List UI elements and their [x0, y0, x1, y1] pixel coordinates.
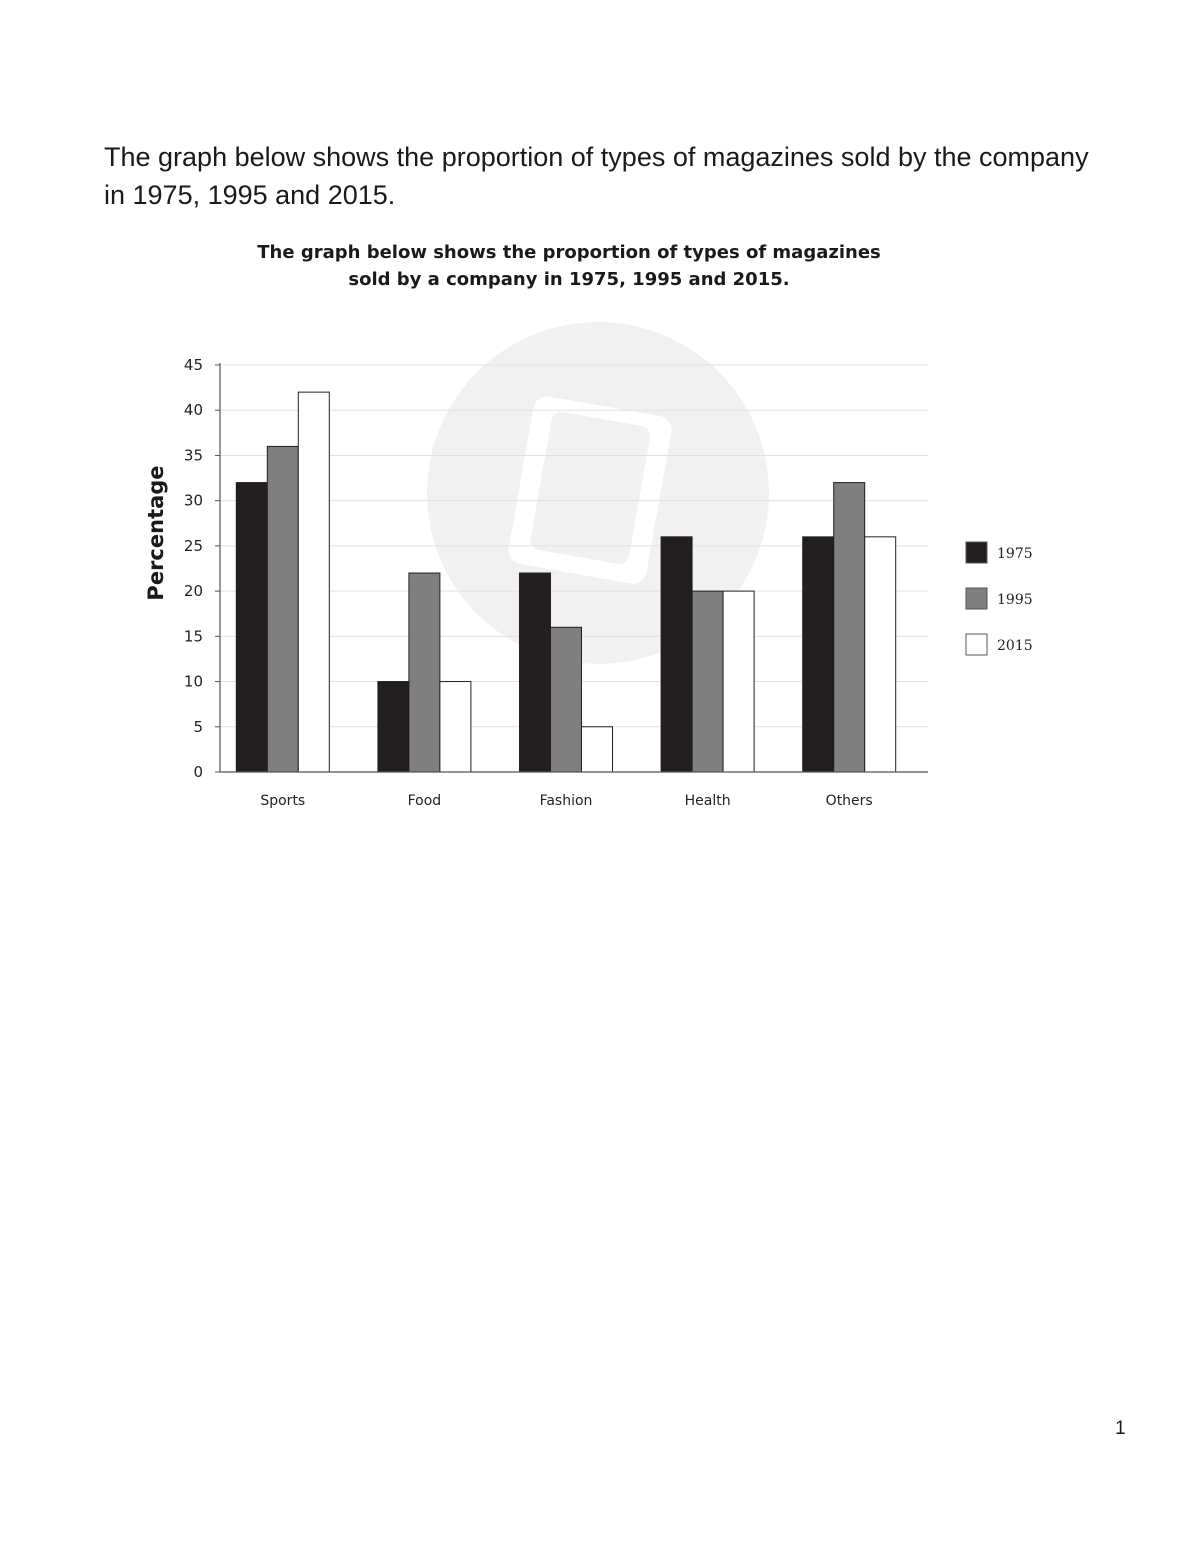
legend-swatch-1995	[966, 588, 987, 609]
bar-food-1995	[409, 573, 440, 772]
legend-label-1975: 1975	[997, 546, 1033, 562]
y-tick-label-40: 40	[183, 401, 203, 420]
intro-text: The graph below shows the proportion of types of magazines sold by the company in 1975, 1995 and 2015.	[104, 142, 1089, 210]
bar-food-2015	[440, 682, 471, 772]
bar-others-1995	[834, 483, 865, 772]
bar-food-1975	[378, 682, 409, 772]
bar-health-2015	[723, 591, 754, 772]
legend-swatch-1975	[966, 542, 987, 563]
bar-health-1975	[661, 537, 692, 772]
y-tick-label-45: 45	[183, 356, 203, 374]
page-number: 1	[1115, 1418, 1126, 1439]
x-tick-label-food: Food	[407, 793, 442, 809]
y-tick-label-0: 0	[193, 763, 203, 781]
bar-fashion-1975	[520, 573, 551, 772]
y-tick-label-20: 20	[183, 582, 203, 601]
bar-sports-1975	[236, 483, 267, 772]
x-tick-label-health: Health	[684, 793, 731, 809]
y-tick-label-10: 10	[183, 672, 203, 691]
x-tick-label-fashion: Fashion	[539, 793, 593, 809]
bar-sports-2015	[298, 392, 329, 772]
bar-others-2015	[865, 537, 896, 772]
x-tick-label-sports: Sports	[260, 793, 306, 809]
chart-title-line-2: sold by a company in 1975, 1995 and 2015.	[348, 269, 790, 290]
y-tick-label-25: 25	[183, 536, 203, 555]
chart-title-line-1: The graph below shows the proportion of types of magazines	[257, 242, 881, 263]
y-tick-label-15: 15	[183, 627, 203, 646]
y-tick-label-5: 5	[193, 717, 203, 736]
bar-others-1975	[803, 537, 834, 772]
y-axis-label: Percentage	[144, 465, 168, 601]
legend-swatch-2015	[966, 634, 987, 655]
bar-health-1995	[692, 591, 723, 772]
bar-fashion-2015	[582, 727, 613, 772]
legend-label-1995: 1995	[997, 592, 1033, 608]
bar-sports-1995	[267, 446, 298, 772]
x-tick-label-others: Others	[825, 793, 873, 809]
legend	[966, 542, 1033, 655]
legend-label-2015: 2015	[997, 638, 1033, 654]
y-tick-label-30: 30	[183, 491, 203, 510]
bar-fashion-1995	[551, 627, 582, 772]
y-tick-label-35: 35	[183, 446, 203, 465]
